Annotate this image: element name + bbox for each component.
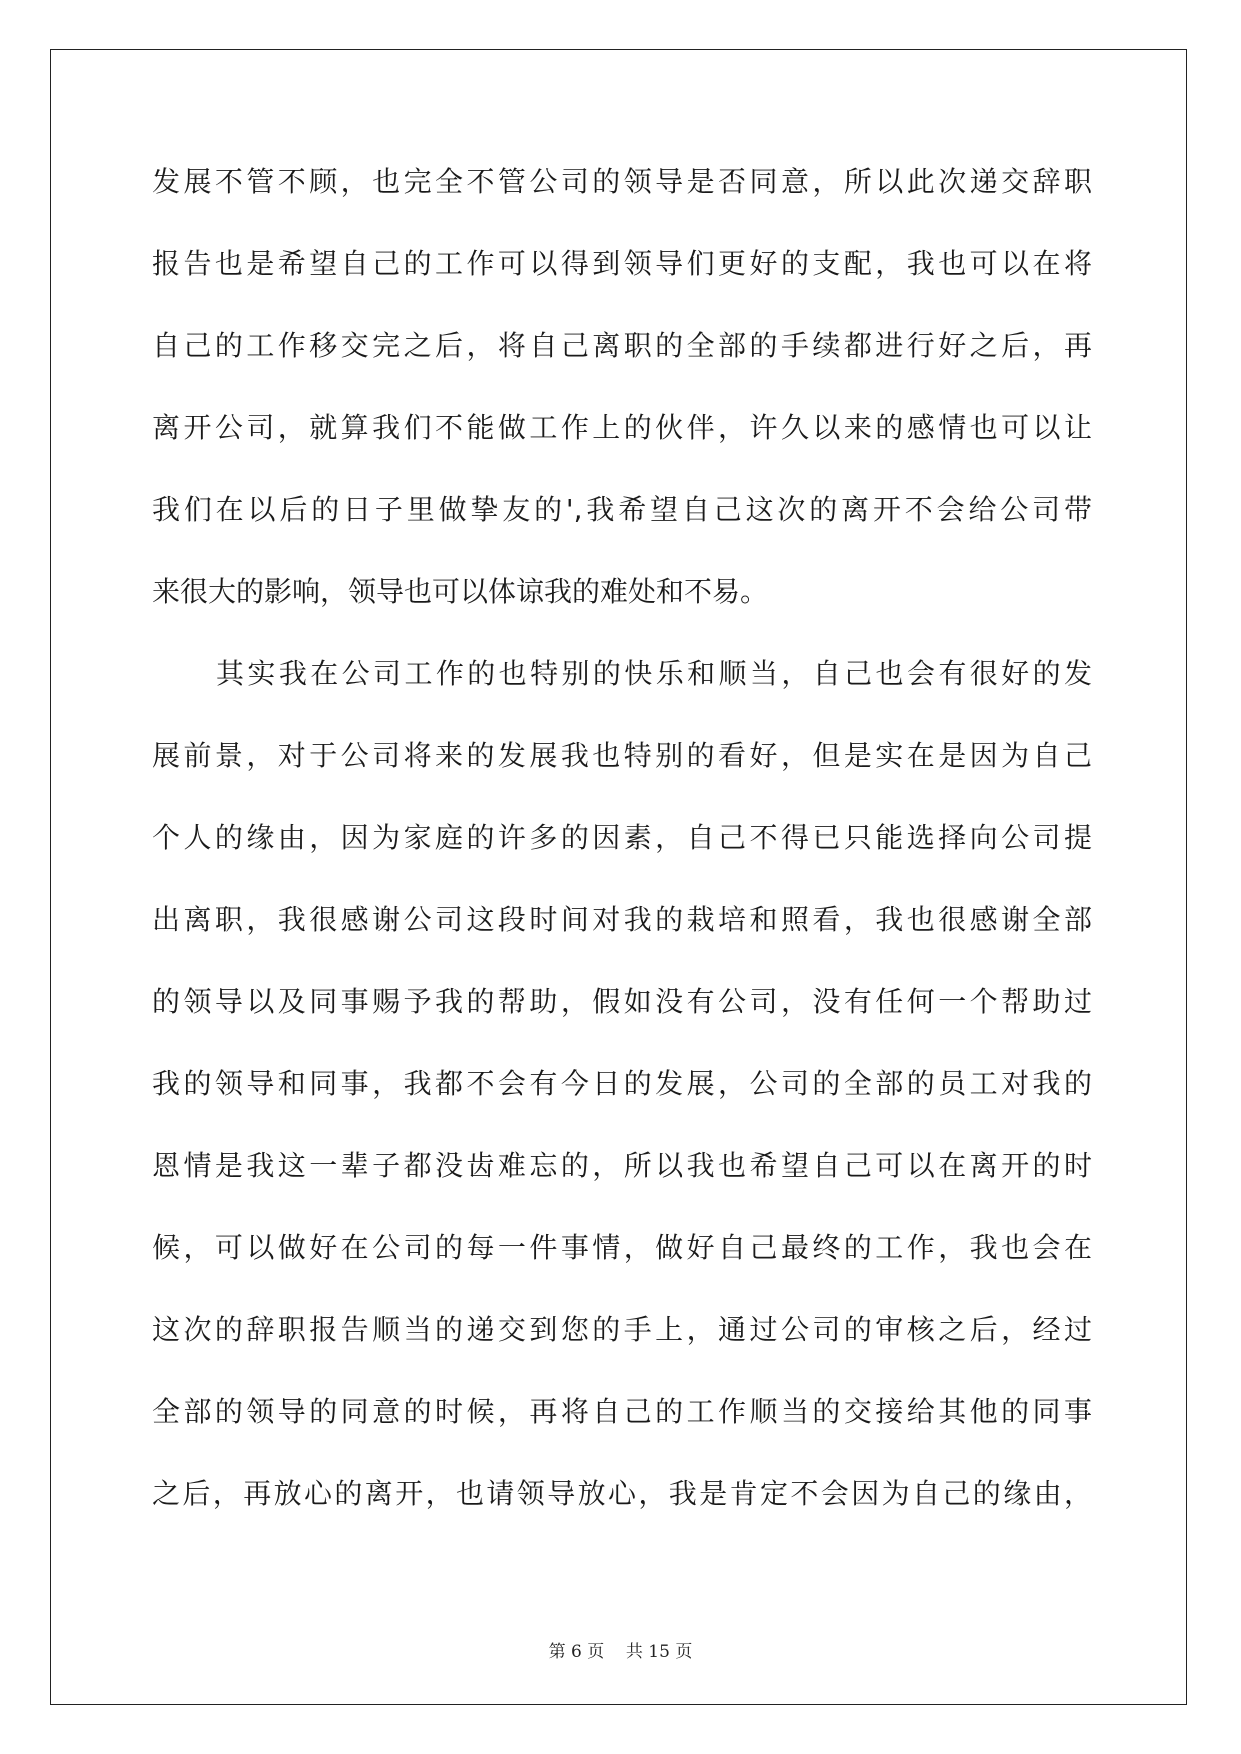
- text-line: 我的领导和同事，我都不会有今日的发展，公司的全部的员工对我的: [152, 1067, 1092, 1100]
- text-line: 报告也是希望自己的工作可以得到领导们更好的支配，我也可以在将: [152, 247, 1092, 280]
- text-line: 这次的辞职报告顺当的递交到您的手上，通过公司的审核之后，经过: [152, 1313, 1092, 1346]
- text-line: 展前景，对于公司将来的发展我也特别的看好，但是实在是因为自己: [152, 739, 1092, 772]
- text-line: 来很大的影响，领导也可以体谅我的难处和不易。: [152, 575, 769, 608]
- text-line: 之后，再放心的离开，也请领导放心，我是肯定不会因为自己的缘由，: [152, 1477, 1092, 1510]
- text-line: 全部的领导的同意的时候，再将自己的工作顺当的交接给其他的同事: [152, 1395, 1092, 1428]
- text-line: 的领导以及同事赐予我的帮助，假如没有公司，没有任何一个帮助过: [152, 985, 1092, 1018]
- text-line: 离开公司，就算我们不能做工作上的伙伴，许久以来的感情也可以让: [152, 411, 1092, 444]
- text-line: 发展不管不顾，也完全不管公司的领导是否同意，所以此次递交辞职: [152, 165, 1092, 198]
- text-line: 个人的缘由，因为家庭的许多的因素，自己不得已只能选择向公司提: [152, 821, 1092, 854]
- page-number: 第 6 页 共 15 页: [548, 1642, 693, 1662]
- text-line: 恩情是我这一辈子都没齿难忘的，所以我也希望自己可以在离开的时: [152, 1149, 1092, 1182]
- text-line: 候，可以做好在公司的每一件事情，做好自己最终的工作，我也会在: [152, 1231, 1092, 1264]
- text-line: 自己的工作移交完之后，将自己离职的全部的手续都进行好之后，再: [152, 329, 1092, 362]
- text-line: 我们在以后的日子里做挚友的',我希望自己这次的离开不会给公司带: [152, 493, 1092, 526]
- document-body: [152, 160, 1092, 1554]
- text-line: 出离职，我很感谢公司这段时间对我的栽培和照看，我也很感谢全部: [152, 903, 1092, 936]
- paragraph-start-line: 其实我在公司工作的也特别的快乐和顺当，自己也会有很好的发: [216, 657, 1092, 690]
